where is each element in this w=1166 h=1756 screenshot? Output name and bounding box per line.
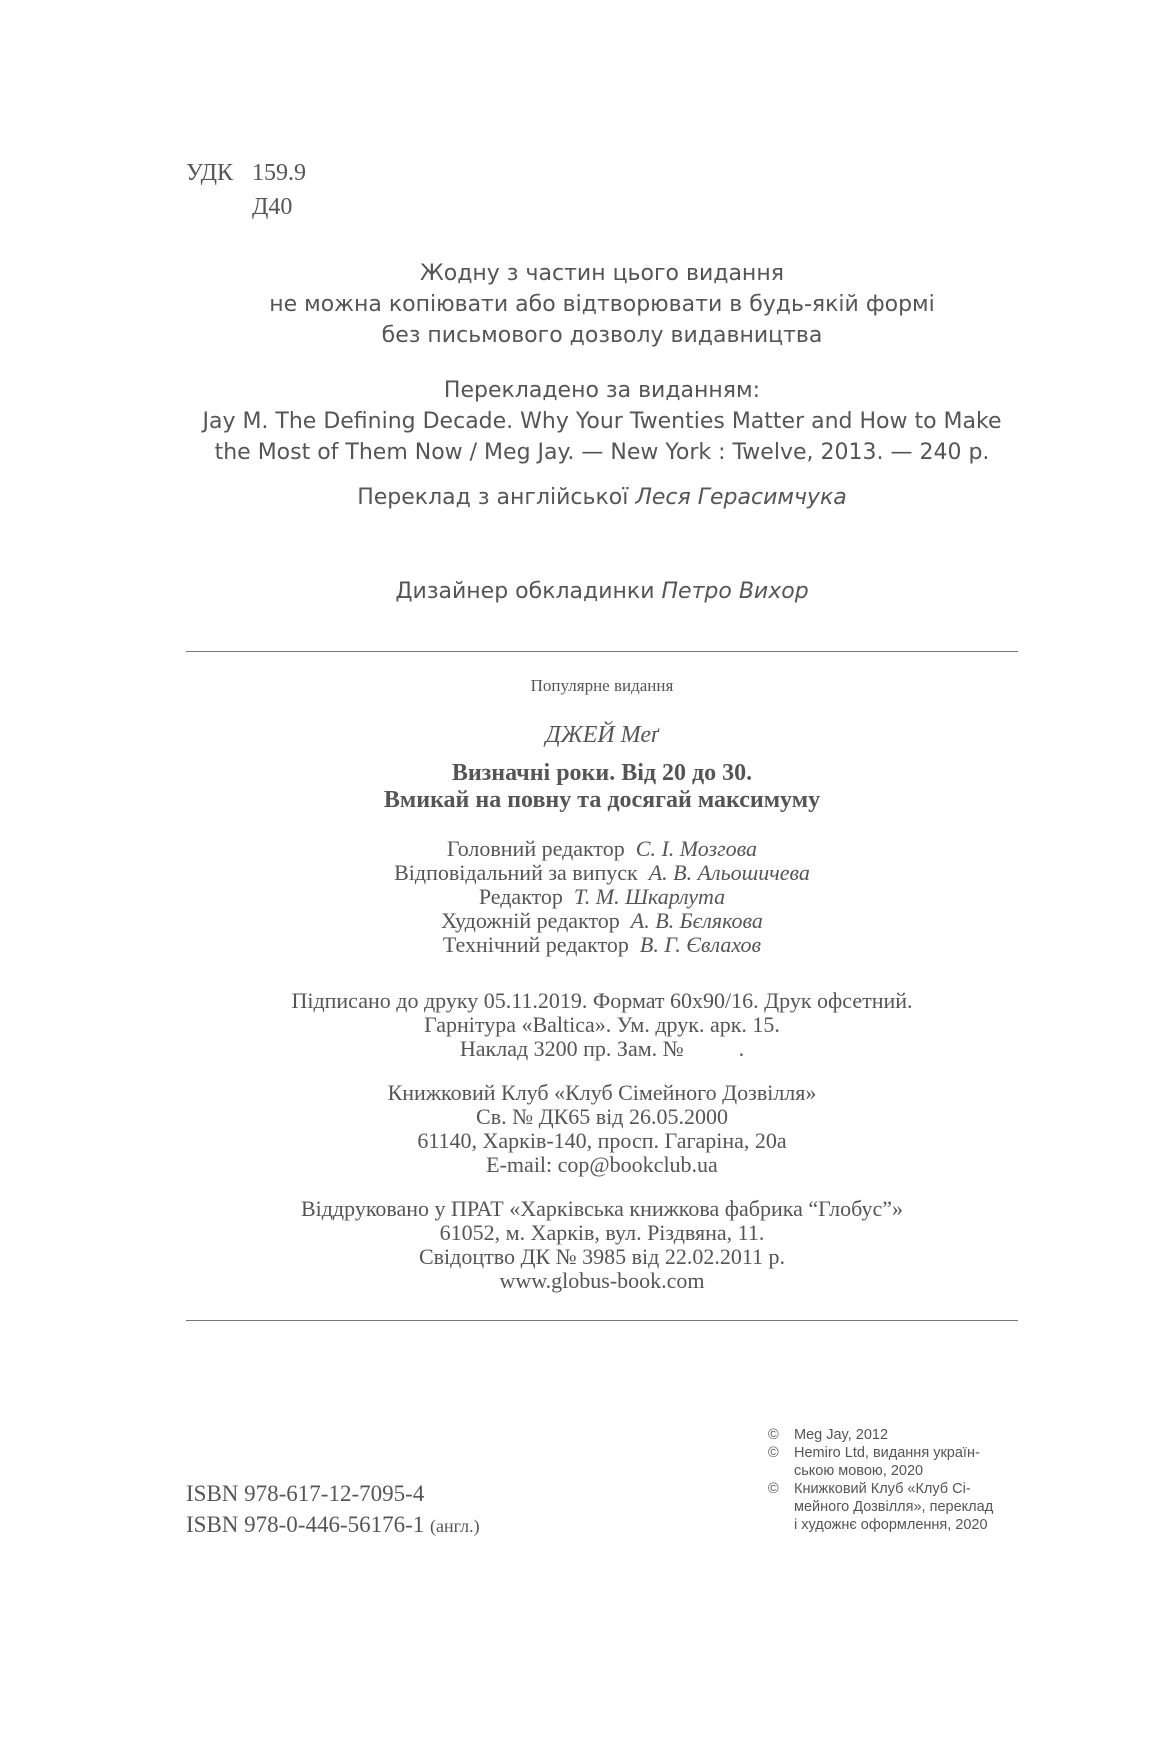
original-title-line: Jay M. The Defining Decade. Why Your Twenties Matter and How to Make [202, 409, 1002, 434]
copyright-text: Meg Jay, 2012 [794, 1427, 889, 1443]
translator-name: Леся Герасимчука [635, 485, 847, 510]
original-title-line: the Most of Them Now / Meg Jay. — New York : Twelve, 2013. — 240 p. [214, 440, 990, 465]
printer-line: Свідоцтво ДК № 3985 від 22.02.2011 р. [418, 1244, 786, 1269]
staff-row [186, 861, 1018, 885]
printer-website: www.globus-book.com [499, 1268, 705, 1293]
staff-list [186, 837, 1018, 957]
designer-line [186, 576, 1018, 607]
udk-label: УДК [186, 160, 233, 186]
staff-row [186, 909, 1018, 933]
isbn-line [186, 1478, 480, 1509]
publisher-line: Св. № ДК65 від 26.05.2000 [476, 1104, 728, 1129]
publisher-email: E-mail: cop@bookclub.ua [486, 1152, 718, 1177]
staff-name: А. В. Бєлякова [630, 908, 763, 933]
isbn-block [186, 1478, 480, 1542]
translator-line [186, 482, 1018, 513]
title-line: Визначні роки. Від 20 до 30. [451, 760, 753, 786]
print-info [186, 989, 1018, 1061]
bottom-divider [186, 1320, 1018, 1321]
isbn-number: ISBN 978-617-12-7095-4 [186, 1481, 425, 1506]
bbk-line [186, 190, 306, 224]
copyright-entry [768, 1480, 1028, 1534]
copyright-block [768, 1426, 1028, 1534]
rights-line: не можна копіювати або відтворювати в будь-якій формі [269, 292, 935, 317]
staff-role: Головний редактор [446, 836, 625, 861]
udk-code: 159.9 [252, 160, 306, 186]
book-title [186, 760, 1018, 814]
print-info-line: Підписано до друку 05.11.2019. Формат 60х90/16. Друк офсетний. [291, 988, 913, 1013]
copyright-text: Книжковий Клуб «Клуб Сі- [794, 1481, 971, 1497]
isbn-line [186, 1509, 480, 1542]
title-line: Вмикай на повну та досягай максимуму [383, 787, 821, 813]
copyright-symbol: © [768, 1427, 779, 1443]
printer-line: Віддруковано у ПРАТ «Харківська книжкова фабрика “Глобус”» [300, 1196, 904, 1221]
designer-name: Петро Вихор [661, 579, 809, 604]
translated-from-heading: Перекладено за виданням: [443, 378, 761, 403]
designer-label: Дизайнер обкладинки [395, 579, 655, 604]
copyright-text: і художнє оформлення, 2020 [794, 1517, 988, 1533]
printer-line: 61052, м. Харків, вул. Різдвяна, 11. [439, 1220, 765, 1245]
translated-from [186, 375, 1018, 468]
staff-name: А. В. Альошичева [648, 860, 810, 885]
staff-role: Технічний редактор [442, 932, 629, 957]
translator-label: Переклад з англійської [357, 485, 629, 510]
copyright-entry [768, 1444, 1028, 1480]
print-info-line: Гарнітура «Baltica». Ум. друк. арк. 15. [424, 1012, 780, 1037]
edition-type: Популярне видання [530, 676, 674, 695]
staff-row [186, 837, 1018, 861]
udk-line [186, 156, 306, 190]
staff-name: В. Г. Євлахов [639, 932, 762, 957]
printer-info [186, 1197, 1018, 1293]
bbk-code: Д40 [252, 194, 293, 220]
top-divider [186, 651, 1018, 652]
rights-line: без письмового дозволу видавництва [381, 323, 823, 348]
copyright-symbol: © [768, 1481, 779, 1497]
rights-notice [186, 258, 1018, 351]
publisher-line: 61140, Харків-140, просп. Гагаріна, 20а [417, 1128, 787, 1153]
copyright-text: ською мовою, 2020 [794, 1463, 924, 1479]
staff-name: Т. М. Шкарлута [573, 884, 726, 909]
publisher-line: Книжковий Клуб «Клуб Сімейного Дозвілля» [387, 1080, 817, 1105]
staff-role: Художній редактор [441, 908, 620, 933]
staff-role: Відповідальний за випуск [394, 860, 638, 885]
copyright-entry [768, 1426, 1028, 1444]
staff-row [186, 933, 1018, 957]
print-info-line: Наклад 3200 пр. Зам. № . [459, 1036, 745, 1061]
author-name: ДЖЕЙ Меґ [545, 722, 659, 748]
rights-line: Жодну з частин цього видання [420, 261, 784, 286]
staff-name: С. І. Мозгова [635, 836, 758, 861]
staff-row [186, 885, 1018, 909]
copyright-text: Hemiro Ltd, видання україн- [794, 1445, 980, 1461]
staff-role: Редактор [478, 884, 563, 909]
copyright-symbol: © [768, 1445, 779, 1461]
udk-block [186, 156, 306, 224]
copyright-text: мейного Дозвілля», переклад [794, 1499, 994, 1515]
isbn-number: ISBN 978-0-446-56176-1 [186, 1512, 425, 1537]
publisher-info [186, 1081, 1018, 1177]
isbn-note: (англ.) [430, 1516, 480, 1536]
